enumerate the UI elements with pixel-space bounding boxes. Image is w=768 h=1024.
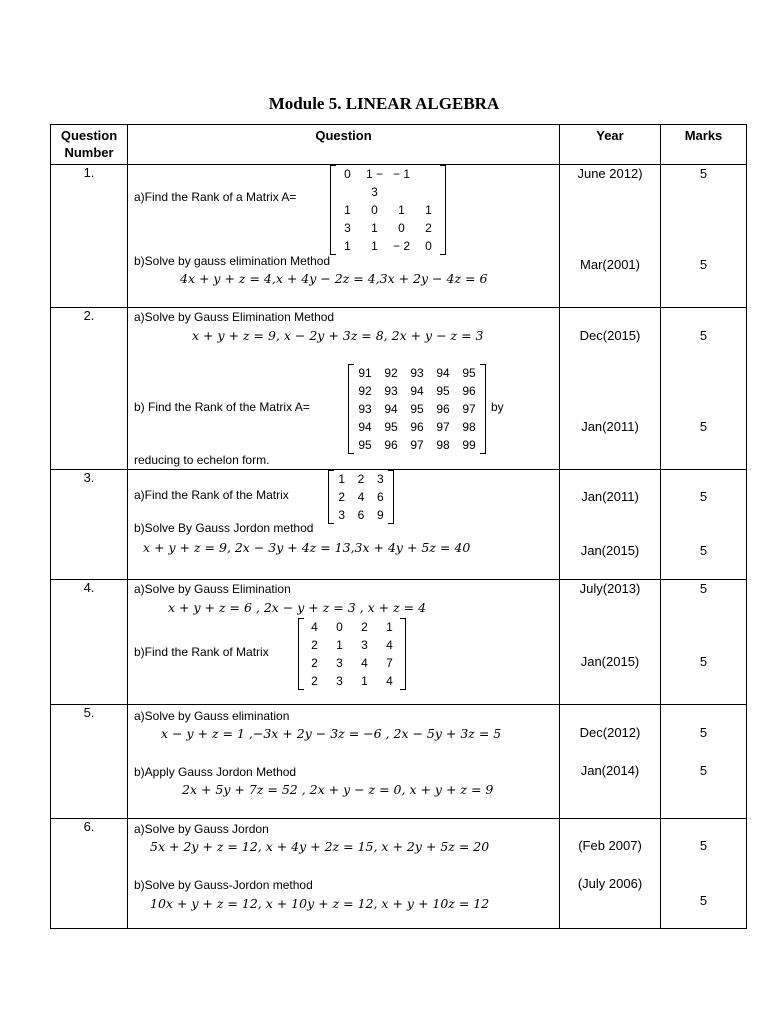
- year-cell: [560, 165, 661, 308]
- matrix-cell: 95: [436, 384, 450, 398]
- matrix-cell: 96: [410, 420, 424, 434]
- question-number: 5.: [51, 705, 128, 819]
- question-a-text: a)Solve by Gauss Jordon: [134, 822, 269, 836]
- matrix-cell: 97: [410, 438, 424, 452]
- table-row: [51, 308, 747, 470]
- matrix-cell: 0: [398, 221, 405, 235]
- year-b: Jan(2015): [580, 543, 640, 558]
- year-a: Dec(2015): [579, 328, 641, 343]
- table-row: [51, 470, 747, 580]
- matrix-cell: 0: [371, 203, 378, 217]
- matrix-cell: 2: [338, 490, 345, 504]
- matrix-cell: 1: [386, 620, 393, 634]
- matrix-cell: 96: [462, 384, 476, 398]
- matrix-cell: 2: [361, 620, 368, 634]
- question-cell: [128, 470, 560, 580]
- header-marks: Marks: [661, 125, 747, 165]
- matrix: [328, 470, 394, 524]
- question-a-text: a)Find the Rank of the Matrix: [134, 488, 289, 502]
- marks-cell: [661, 470, 747, 580]
- matrix-cell: 93: [358, 402, 372, 416]
- matrix-cell: 1: [425, 203, 432, 217]
- matrix-cell: 95: [358, 438, 372, 452]
- matrix-cell: 99: [462, 438, 476, 452]
- question-a-text: a)Solve by Gauss Elimination: [134, 582, 291, 596]
- matrix-cell: 97: [462, 402, 476, 416]
- question-cell: [128, 580, 560, 705]
- matrix-cell: 4: [386, 638, 393, 652]
- matrix-cell: 1: [344, 203, 351, 217]
- year-b: Jan(2015): [580, 654, 640, 669]
- year-a: July(2013): [579, 581, 641, 596]
- matrix-cell: 96: [436, 402, 450, 416]
- marks-a: 5: [699, 166, 708, 181]
- matrix-cell: 94: [384, 402, 398, 416]
- question-number: 4.: [51, 580, 128, 705]
- equation: x + y + z = 6 , 2x − y + z = 3 , x + z = 4: [168, 600, 427, 615]
- question-b-text: b)Apply Gauss Jordon Method: [134, 765, 297, 779]
- matrix-cell: 6: [357, 508, 365, 522]
- matrix-cell: 93: [384, 384, 398, 398]
- matrix-cell: 1: [344, 239, 351, 253]
- matrix-cell: 9: [376, 508, 384, 522]
- matrix-cell: 3: [344, 221, 351, 235]
- equation: 4x + y + z = 4,x + 4y − 2z = 4,3x + 2y − 4z = 6: [180, 271, 488, 286]
- matrix-cell: 0: [425, 239, 432, 253]
- matrix-cell: 3: [336, 656, 343, 670]
- marks-cell: [661, 308, 747, 470]
- matrix: [330, 165, 446, 255]
- matrix-cell: 3: [361, 638, 368, 652]
- matrix-cell: 95: [384, 420, 398, 434]
- matrix-cell: − 2: [392, 239, 410, 253]
- matrix-cell: 94: [410, 384, 424, 398]
- matrix-cell: 95: [410, 402, 424, 416]
- equation: 10x + y + z = 12, x + 10y + z = 12, x + y + 10z = 12: [150, 896, 490, 911]
- year-b: Mar(2001): [580, 257, 640, 272]
- matrix-cell: 0: [336, 620, 343, 634]
- question-b-text: b)Solve by gauss elimination Method: [134, 254, 331, 268]
- matrix-cell: 98: [462, 420, 476, 434]
- equation: 2x + 5y + 7z = 52 , 2x + y − z = 0, x + y + z = 9: [182, 782, 494, 797]
- matrix-cell: 2: [425, 221, 432, 235]
- matrix-cell: 2: [357, 472, 365, 486]
- year-cell: [560, 308, 661, 470]
- matrix-cell: 1: [336, 638, 343, 652]
- marks-b: 5: [699, 543, 708, 558]
- table-row: [51, 580, 747, 705]
- year-cell: [560, 705, 661, 819]
- marks-cell: [661, 165, 747, 308]
- year-a: Dec(2012): [579, 725, 641, 740]
- year-cell: [560, 580, 661, 705]
- question-number: 6.: [51, 819, 128, 929]
- matrix-cell: 1: [371, 239, 378, 253]
- matrix-cell: 1: [361, 674, 368, 688]
- marks-b: 5: [699, 257, 708, 272]
- marks-b: 5: [699, 419, 708, 434]
- year-cell: [560, 470, 661, 580]
- matrix-cell: 2: [311, 638, 318, 652]
- question-number: 2.: [51, 308, 128, 470]
- question-a-text: a)Solve by Gauss elimination: [134, 709, 290, 723]
- marks-b: 5: [699, 893, 708, 908]
- matrix-cell: 1: [338, 472, 345, 486]
- matrix-cell: 4: [311, 620, 318, 634]
- marks-a: 5: [699, 328, 708, 343]
- matrix-cell: 98: [436, 438, 450, 452]
- question-number: 3.: [51, 470, 128, 580]
- equation: x + y + z = 9, x − 2y + 3z = 8, 2x + y − z = 3: [192, 328, 484, 343]
- marks-cell: [661, 705, 747, 819]
- matrix-cell: 94: [436, 366, 450, 380]
- matrix-cell: 3: [376, 472, 384, 486]
- matrix-cell: 91: [358, 366, 372, 380]
- question-a-text: a)Solve by Gauss Elimination Method: [134, 310, 335, 324]
- question-a-text: a)Find the Rank of a Matrix A=: [134, 190, 297, 204]
- question-cell: [128, 308, 560, 470]
- matrix-cell: 93: [410, 366, 424, 380]
- matrix-cell: 6: [376, 490, 384, 504]
- question-b-text: b)Find the Rank of Matrix: [134, 645, 269, 659]
- matrix-cell: 0: [344, 167, 351, 181]
- header-year: Year: [560, 125, 661, 165]
- matrix-cell: 94: [358, 420, 372, 434]
- page-title: Module 5. LINEAR ALGEBRA: [268, 94, 500, 113]
- equation: 5x + 2y + z = 12, x + 4y + 2z = 15, x + 2y + 5z = 20: [150, 839, 490, 854]
- matrix-cell: 1: [371, 221, 378, 235]
- by-text: by: [491, 400, 504, 414]
- marks-cell: [661, 580, 747, 705]
- marks-cell: [661, 819, 747, 929]
- year-cell: [560, 819, 661, 929]
- marks-a: 5: [699, 489, 708, 504]
- matrix-cell: 92: [384, 366, 398, 380]
- year-a: (Feb 2007): [578, 838, 642, 853]
- matrix-cell: 96: [384, 438, 398, 452]
- table-row: [51, 705, 747, 819]
- question-b-text: b)Solve By Gauss Jordon method: [134, 521, 314, 535]
- question-number: 1.: [51, 165, 128, 308]
- year-b: (July 2006): [577, 876, 643, 891]
- matrix-cell: 7: [386, 656, 393, 670]
- header-question: Question: [128, 125, 560, 165]
- matrix-cell: 1 − 3: [365, 167, 383, 199]
- marks-a: 5: [699, 838, 708, 853]
- matrix-cell: 2: [311, 674, 318, 688]
- year-b: Jan(2011): [581, 419, 639, 434]
- table-row: [51, 165, 747, 308]
- matrix-cell: 4: [357, 490, 365, 504]
- marks-b: 5: [699, 654, 708, 669]
- marks-a: 5: [699, 581, 708, 596]
- table-header-row: [51, 125, 747, 165]
- matrix-cell: 97: [436, 420, 450, 434]
- question-cell: [128, 165, 560, 308]
- question-cell: [128, 819, 560, 929]
- matrix-cell: 4: [361, 656, 368, 670]
- echelon-text: reducing to echelon form.: [134, 453, 270, 467]
- equation: x − y + z = 1 ,−3x + 2y − 3z = −6 , 2x − 5y + 3z = 5: [161, 726, 502, 741]
- year-a: June 2012): [577, 166, 643, 181]
- matrix: [348, 364, 486, 454]
- table-row: [51, 819, 747, 929]
- year-a: Jan(2011): [581, 489, 639, 504]
- year-b: Jan(2014): [580, 763, 640, 778]
- matrix-cell: 92: [358, 384, 372, 398]
- matrix-cell: 4: [386, 674, 393, 688]
- header-question-number: Question Number: [51, 125, 128, 165]
- matrix-cell: 3: [336, 674, 343, 688]
- matrix-cell: 3: [338, 508, 345, 522]
- question-cell: [128, 705, 560, 819]
- matrix-cell: − 1: [392, 167, 410, 181]
- question-table: [50, 124, 747, 929]
- marks-b: 5: [699, 763, 708, 778]
- matrix-cell: 2: [311, 656, 318, 670]
- matrix-cell: 95: [462, 366, 476, 380]
- matrix-cell: [415, 165, 442, 201]
- marks-a: 5: [699, 725, 708, 740]
- matrix-cell: 1: [398, 203, 405, 217]
- question-b-text: b)Solve by Gauss-Jordon method: [134, 878, 313, 892]
- matrix: [298, 618, 406, 690]
- equation: x + y + z = 9, 2x − 3y + 4z = 13,3x + 4y + 5z = 40: [143, 540, 471, 555]
- question-b-text: b) Find the Rank of the Matrix A=: [134, 400, 310, 414]
